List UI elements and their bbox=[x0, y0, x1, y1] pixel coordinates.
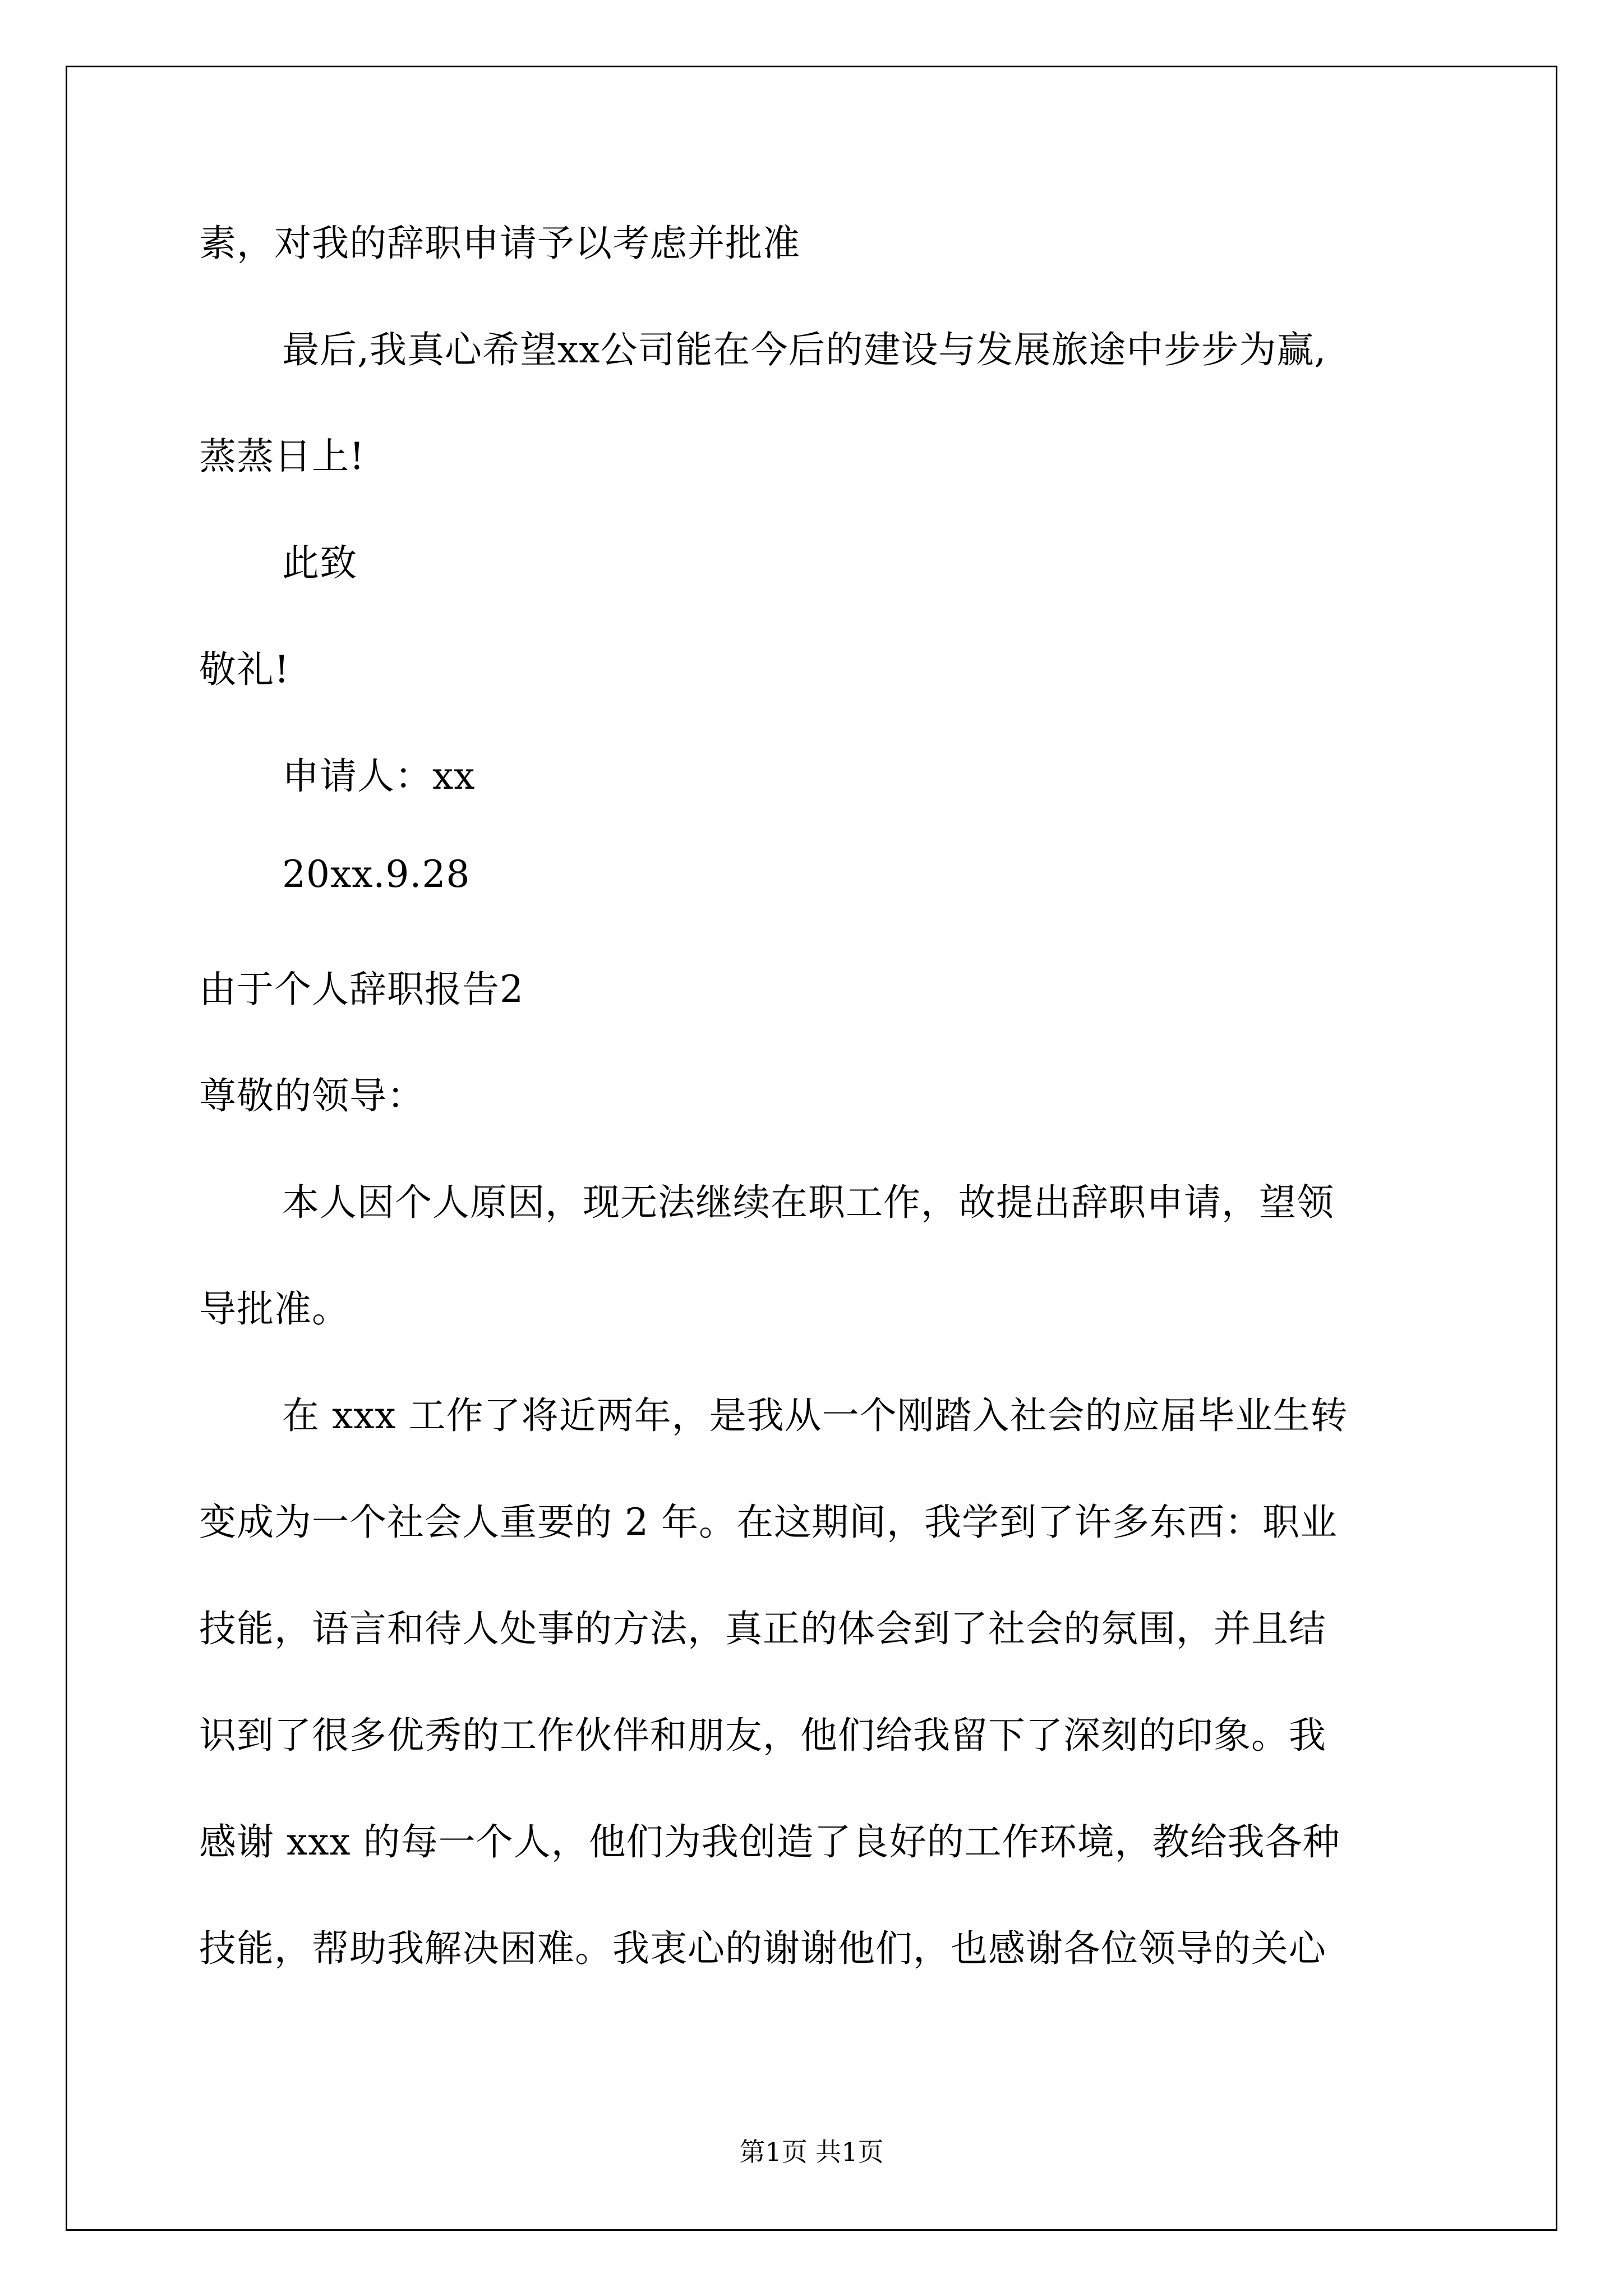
page-border bbox=[66, 66, 1557, 2231]
text-line: 本人因个人原因，现无法继续在职工作，故提出辞职申请，望领 bbox=[282, 1181, 1334, 1224]
text-line: 感谢 xxx 的每一个人，他们为我创造了良好的工作环境，教给我各种 bbox=[199, 1820, 1340, 1864]
page-footer: 第1页 共1页 bbox=[739, 2137, 884, 2167]
date-line: 20xx.9.28 bbox=[282, 853, 471, 896]
text-line: 在 xxx 工作了将近两年，是我从一个刚踏入社会的应届毕业生转 bbox=[282, 1394, 1348, 1437]
greeting-line: 尊敬的领导： bbox=[199, 1074, 425, 1117]
text-line: 最后,我真心希望xx公司能在今后的建设与发展旅途中步步为赢, bbox=[282, 328, 1327, 371]
text-line: 识到了很多优秀的工作伙伴和朋友，他们给我留下了深刻的印象。我 bbox=[199, 1714, 1326, 1757]
text-line: 素，对我的辞职申请予以考虑并批准 bbox=[199, 222, 800, 265]
section-heading: 由于个人辞职报告2 bbox=[199, 968, 524, 1011]
salutation-line: 此致 bbox=[282, 541, 357, 585]
signature-line: 申请人：xx bbox=[282, 754, 476, 798]
text-line: 技能，帮助我解决困难。我衷心的谢谢他们，也感谢各位领导的关心 bbox=[199, 1927, 1326, 1970]
text-line: 蒸蒸日上! bbox=[199, 435, 365, 478]
salutation-line: 敬礼! bbox=[199, 648, 290, 691]
text-line: 变成为一个社会人重要的 2 年。在这期间，我学到了许多东西：职业 bbox=[199, 1501, 1338, 1544]
text-line: 技能，语言和待人处事的方法，真正的体会到了社会的氛围，并且结 bbox=[199, 1607, 1326, 1650]
text-line: 导批准。 bbox=[199, 1287, 349, 1331]
